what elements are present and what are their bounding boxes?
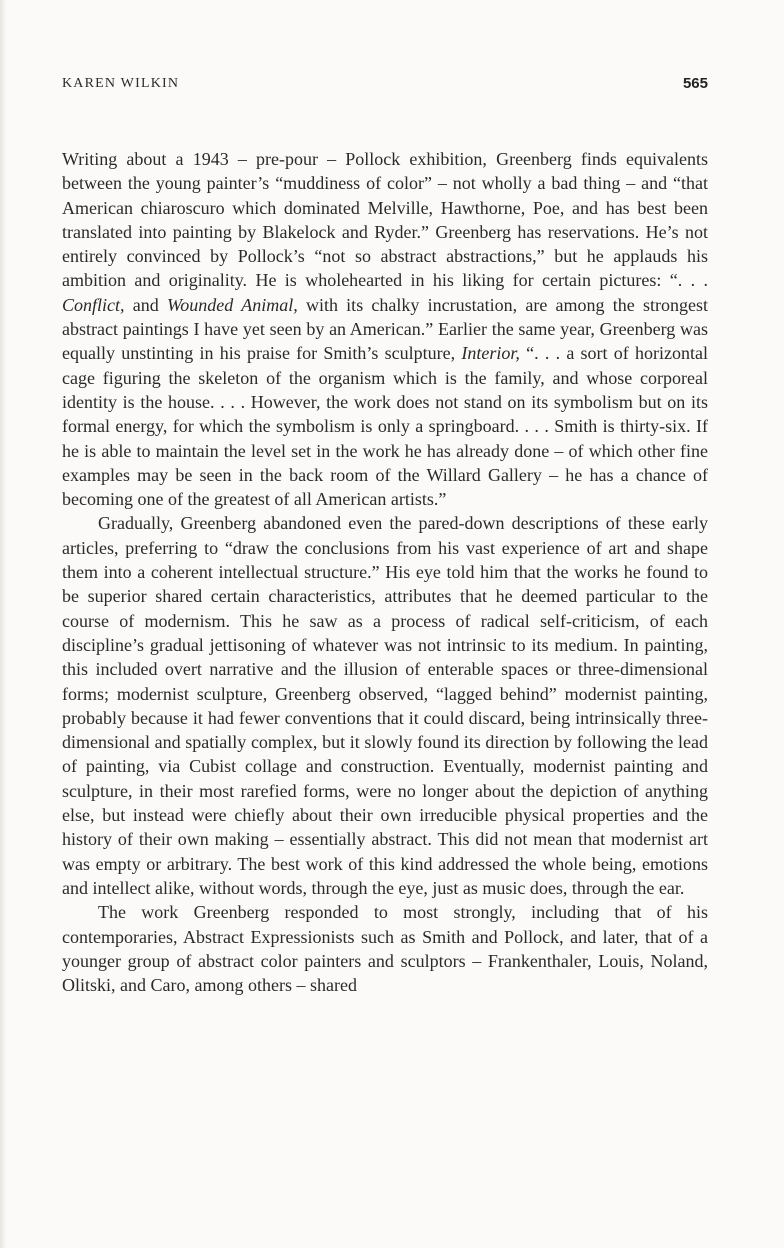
paragraph-1 xyxy=(62,147,708,511)
article-body xyxy=(62,147,708,997)
paragraph-1-text: “. . . a sort of horizontal cage figuring the skeleton of the organism which is the family, and whose corporeal identity is the house. . . . However, the work does not stand on its symbolism but on its formal energy, for which the symbolism is only a springboard. . . . Smith is thirty-six. If he is able to maintain the level set in the work he has already done – of which other fine examples may be seen in the back room of the Willard Gallery – he has a chance of becoming one of the greatest of all American artists.” xyxy=(62,343,708,510)
paragraph-2: Gradually, Greenberg abandoned even the pared-down descriptions of these early articles, preferring to “draw the conclusions from his vast experience of art and shape them into a coherent intellectual structure.” His eye told him that the works he found to be superior shared certain characteristics, attributes that he deemed particular to the course of modernism. This he saw as a process of radical self-criticism, of each discipline’s gradual jettisoning of whatever was not intrinsic to its medium. In painting, this included overt narrative and the illusion of enterable spaces or three-dimensional forms; modernist sculpture, Greenberg observed, “lagged behind” modernist painting, probably because it had fewer conventions that it could discard, being intrinsically three-dimensional and spatially complex, but it slowly found its direction by following the lead of painting, via Cubist collage and construction. Eventually, modernist painting and sculpture, in their most rarefied forms, were no longer about the depiction of anything else, but instead were chiefly about their own irreducible physical properties and the history of their own making – essentially abstract. This did not mean that modernist art was empty or arbitrary. The best work of this kind addressed the whole being, emotions and intellect alike, without words, through the eye, just as music does, through the ear. xyxy=(62,513,708,898)
running-head xyxy=(62,76,708,96)
page-edge xyxy=(0,0,6,1248)
artwork-title-conflict: Conflict, xyxy=(62,294,125,315)
paragraph-1-text: Writing about a 1943 – pre-pour – Pollock exhibition, Greenberg finds equivalents between the young painter’s “muddiness of color” – not wholly a bad thing – and “that American chiaroscuro which dominated Melville, Hawthorne, Poe, and has best been translated into painting by Blakelock and Ryder.” Greenberg has reservations. He’s not entirely convinced by Pollock’s “not so abstract abstractions,” but he applauds his ambition and originality. He is wholehearted in his liking for certain pictures: “. . . xyxy=(62,149,708,291)
paragraph-1-text: and xyxy=(124,294,167,315)
artwork-title-wounded-animal: Wounded Animal, xyxy=(166,294,298,315)
page-number: 565 xyxy=(682,75,708,92)
paragraph-1-text: with its chalky incrustation, are among the strongest abstract paintings I have yet seen by an American.” Earlier the same year, Greenberg was equally unstinting in his praise for Smith’s sculpture, xyxy=(62,294,708,364)
running-head-author: KAREN WILKIN xyxy=(62,76,180,91)
artwork-title-interior: Interior, xyxy=(461,343,520,364)
paragraph-3: The work Greenberg responded to most strongly, including that of his contemporaries, Abstract Expressionists such as Smith and Pollock, and later, that of a younger group of abstract color painters and sculptors – Frankenthaler, Louis, Noland, Olitski, and Caro, among others – shared xyxy=(62,902,708,996)
